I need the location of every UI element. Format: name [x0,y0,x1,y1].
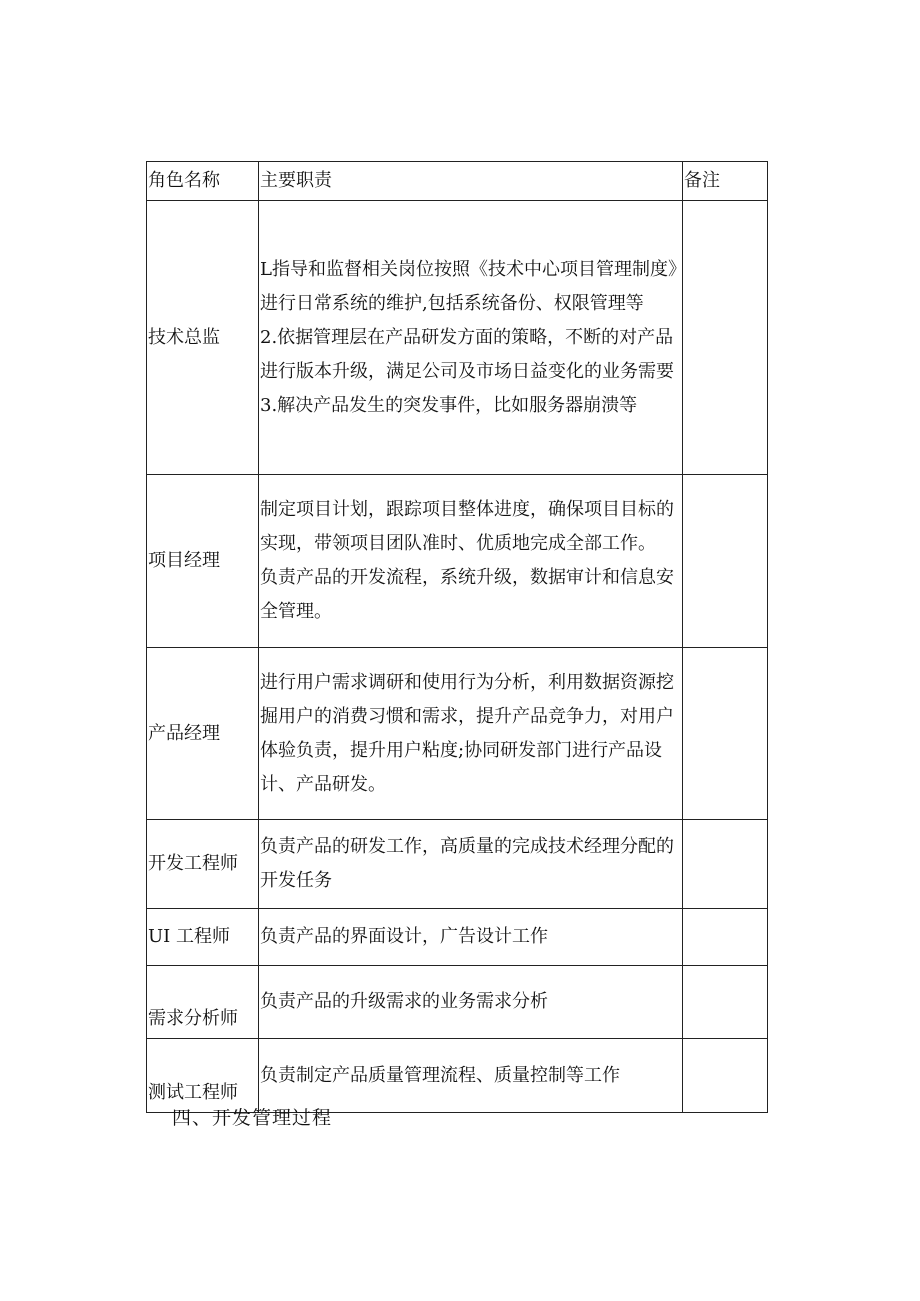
role-name-cell: 项目经理 [147,475,259,648]
remarks-cell [683,475,768,648]
duty-text: 负责产品的界面设计，广告设计工作 [260,926,548,947]
header-role-name: 角色名称 [147,162,259,201]
duties-cell [259,820,683,909]
duty-text: L指导和监督相关岗位按照《技术中心项目管理制度》进行日常系统的维护,包括系统备份、权限管理等 [260,258,677,314]
table-row [147,909,768,966]
table-row [147,201,768,475]
table-header-row [147,162,768,201]
duties-cell [259,966,683,1039]
role-name-cell: 需求分析师 [147,966,259,1039]
remarks-cell [683,1039,768,1113]
duty-text: 负责产品的研发工作，高质量的完成技术经理分配的开发任务 [260,836,674,891]
duty-text: 制定项目计划，跟踪项目整体进度，确保项目目标的实现，带领项目团队准时、优质地完成全部工作。 [260,499,674,554]
roles-table [146,161,768,1113]
remarks-cell [683,966,768,1039]
duty-text: 进行用户需求调研和使用行为分析，利用数据资源挖掘用户的消费习惯和需求，提升产品竞争力，对用户体验负责，提升用户粘度;协同研发部门进行产品设计、产品研发。 [260,671,674,795]
header-remarks: 备注 [683,162,768,201]
duty-text: 2.依据管理层在产品研发方面的策略，不断的对产品进行版本升级，满足公司及市场日益变化的业务需要 [260,326,674,382]
role-name-cell: UI 工程师 [147,909,259,966]
section-heading: 四、开发管理过程 [172,1107,333,1129]
header-main-duties: 主要职责 [259,162,683,201]
remarks-cell [683,909,768,966]
role-name-cell: 开发工程师 [147,820,259,909]
table-row [147,475,768,648]
duties-cell [259,648,683,820]
remarks-cell [683,648,768,820]
role-name-cell: 测试工程师 [147,1039,259,1113]
table-row [147,820,768,909]
duties-cell [259,475,683,648]
duty-text: 负责制定产品质量管理流程、质量控制等工作 [260,1064,620,1086]
remarks-cell [683,201,768,475]
role-name-cell: 产品经理 [147,648,259,820]
remarks-cell [683,820,768,909]
table-row [147,648,768,820]
role-name-cell: 技术总监 [147,201,259,475]
duty-text: 负责产品的升级需求的业务需求分析 [260,991,548,1012]
duties-cell [259,201,683,475]
duty-text: 负责产品的开发流程，系统升级，数据审计和信息安全管理。 [260,567,674,622]
duties-cell [259,909,683,966]
table-row [147,966,768,1039]
duty-text: 3.解决产品发生的突发事件，比如服务器崩溃等 [260,394,638,416]
